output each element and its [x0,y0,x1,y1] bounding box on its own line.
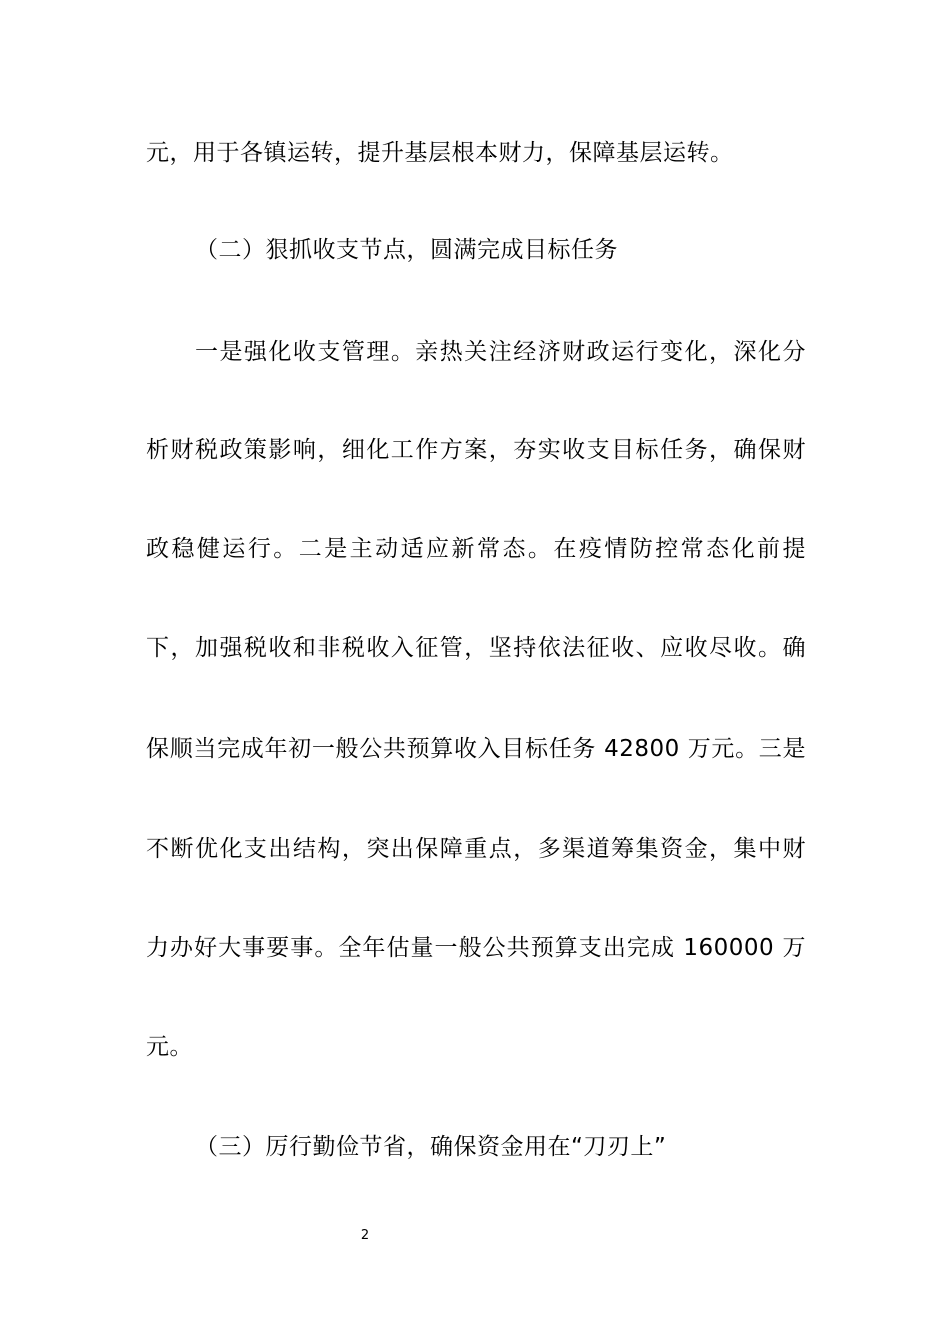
body-text-line: 元。 [146,1034,193,1060]
section-heading: （二）狠抓收支节点，圆满完成目标任务 [195,237,618,263]
body-text-line: 不断优化支出结构，突出保障重点，多渠道筹集资金，集中财 [146,836,806,862]
body-text-line: 力办好大事要事。全年估量一般公共预算支出完成 160000 万 [146,935,806,961]
body-text-line: 一是强化收支管理。亲热关注经济财政运行变化，深化分 [195,339,806,365]
section-heading: （三）厉行勤俭节省，确保资金用在“刀刃上” [195,1134,667,1160]
page-number: 2 [360,1228,370,1243]
body-text-line: 下，加强税收和非税收入征管，坚持依法征收、应收尽收。确 [146,635,806,661]
body-text-line: 元，用于各镇运转，提升基层根本财力，保障基层运转。 [146,140,734,166]
body-text-line: 政稳健运行。二是主动适应新常态。在疫情防控常态化前提 [146,536,806,562]
body-text-line: 保顺当完成年初一般公共预算收入目标任务 42800 万元。三是 [146,736,806,762]
body-text-line: 析财税政策影响，细化工作方案，夯实收支目标任务，确保财 [146,437,806,463]
